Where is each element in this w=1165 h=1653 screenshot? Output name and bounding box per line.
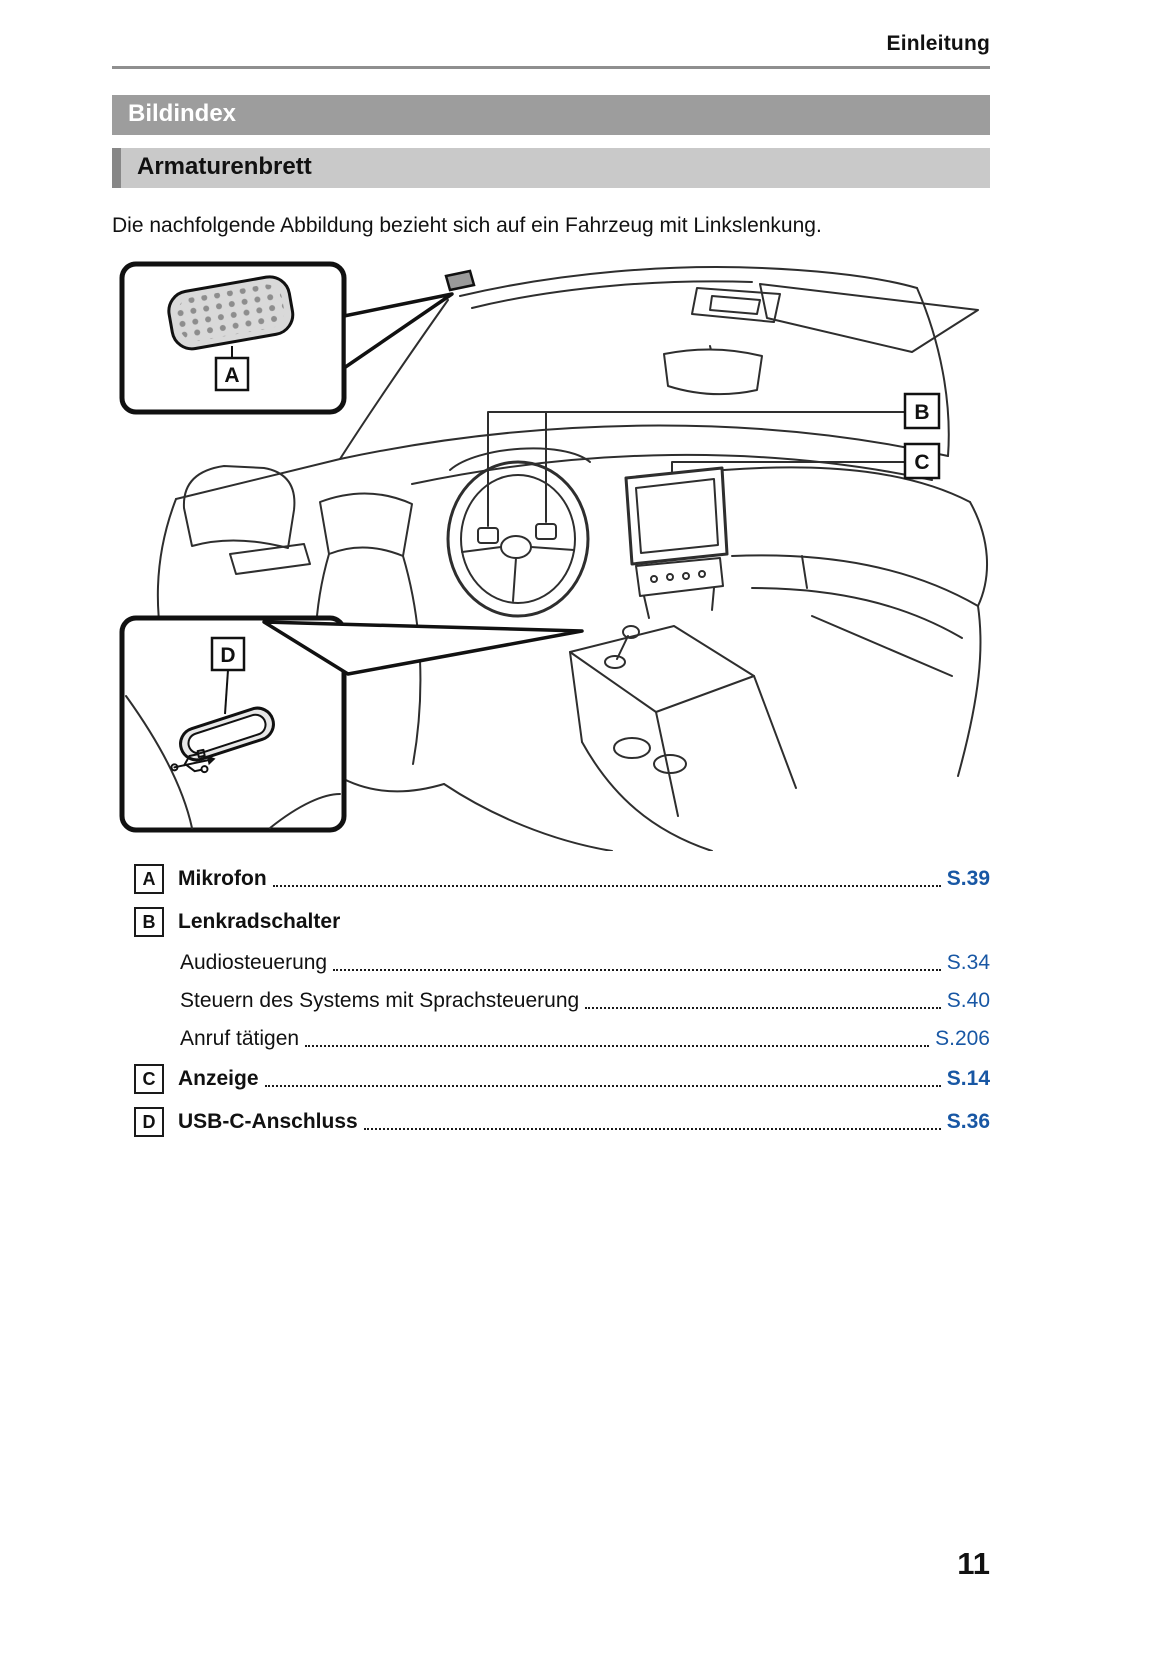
callout-a-pointer (344, 294, 452, 368)
index-title-mikrofon: Mikrofon (178, 867, 267, 890)
page-content (112, 0, 990, 1137)
callout-box-c-letter: C (142, 1068, 156, 1089)
index-title-usb-c-anschluss: USB-C-Anschluss (178, 1110, 358, 1133)
index-subrow-sprachsteuerung (112, 989, 990, 1013)
chapter-header: Einleitung (886, 32, 990, 55)
dot-leader (305, 1045, 929, 1047)
callout-box-d-letter: D (142, 1111, 156, 1132)
callout-b-label: B (914, 401, 930, 424)
header-divider (112, 66, 990, 69)
center-console (570, 626, 796, 851)
index-title-anzeige: Anzeige (178, 1067, 259, 1090)
callout-c-label: C (914, 451, 930, 474)
dashboard-figure (112, 256, 990, 851)
banner-armaturenbrett-label: Armaturenbrett (137, 153, 312, 180)
page-ref-mikrofon[interactable]: S.39 (946, 867, 990, 890)
page-number: 11 (957, 1546, 990, 1581)
page-ref-anruf-taetigen[interactable]: S.206 (935, 1027, 990, 1050)
steering-switch-left (478, 528, 498, 543)
callout-box-c (134, 1064, 164, 1094)
dot-leader (585, 1007, 941, 1009)
touchscreen (626, 468, 727, 564)
index-title-sprachsteuerung: Steuern des Systems mit Sprachsteuerung (180, 989, 580, 1012)
page-ref-usb-c-anschluss[interactable]: S.36 (946, 1110, 990, 1133)
microphone-inset (122, 264, 344, 412)
page-header (112, 0, 990, 56)
callout-box-b-letter: B (142, 911, 156, 932)
index-row-mikrofon (112, 867, 990, 894)
car-interior-sketch (112, 256, 990, 851)
index-row-usb-c-anschluss (112, 1110, 990, 1137)
page-ref-sprachsteuerung[interactable]: S.40 (946, 989, 990, 1012)
steering-wheel (448, 462, 588, 616)
dot-leader (265, 1085, 941, 1087)
index-row-anzeige (112, 1067, 990, 1094)
index-subrow-anruf-taetigen (112, 1027, 990, 1051)
page-ref-anzeige[interactable]: S.14 (946, 1067, 990, 1090)
callout-box-d (134, 1107, 164, 1137)
callout-box-b (134, 907, 164, 937)
banner-bildindex-label: Bildindex (128, 100, 237, 127)
index-title-audiosteuerung: Audiosteuerung (180, 951, 328, 974)
index-title-anruf-taetigen: Anruf tätigen (180, 1027, 300, 1050)
dot-leader (364, 1128, 941, 1130)
intro-text: Die nachfolgende Abbildung bezieht sich auf ein Fahrzeug mit Linkslenkung. (112, 214, 822, 237)
rearview-mirror (664, 346, 762, 394)
steering-switch-right (536, 524, 556, 539)
callout-box-a-letter: A (142, 868, 156, 889)
index-row-lenkradschalter (112, 910, 990, 937)
index-subrow-audiosteuerung (112, 951, 990, 975)
callout-d-label: D (220, 644, 236, 667)
dot-leader (333, 969, 941, 971)
callout-box-a (134, 864, 164, 894)
figure-index (112, 867, 990, 1137)
callout-a-label: A (224, 364, 240, 387)
banner-bildindex (112, 95, 990, 135)
banner-armaturenbrett (112, 148, 990, 188)
index-title-lenkradschalter: Lenkradschalter (178, 910, 341, 933)
mic-location-marker (446, 271, 474, 290)
page-ref-audiosteuerung[interactable]: S.34 (946, 951, 990, 974)
dot-leader (273, 885, 941, 887)
